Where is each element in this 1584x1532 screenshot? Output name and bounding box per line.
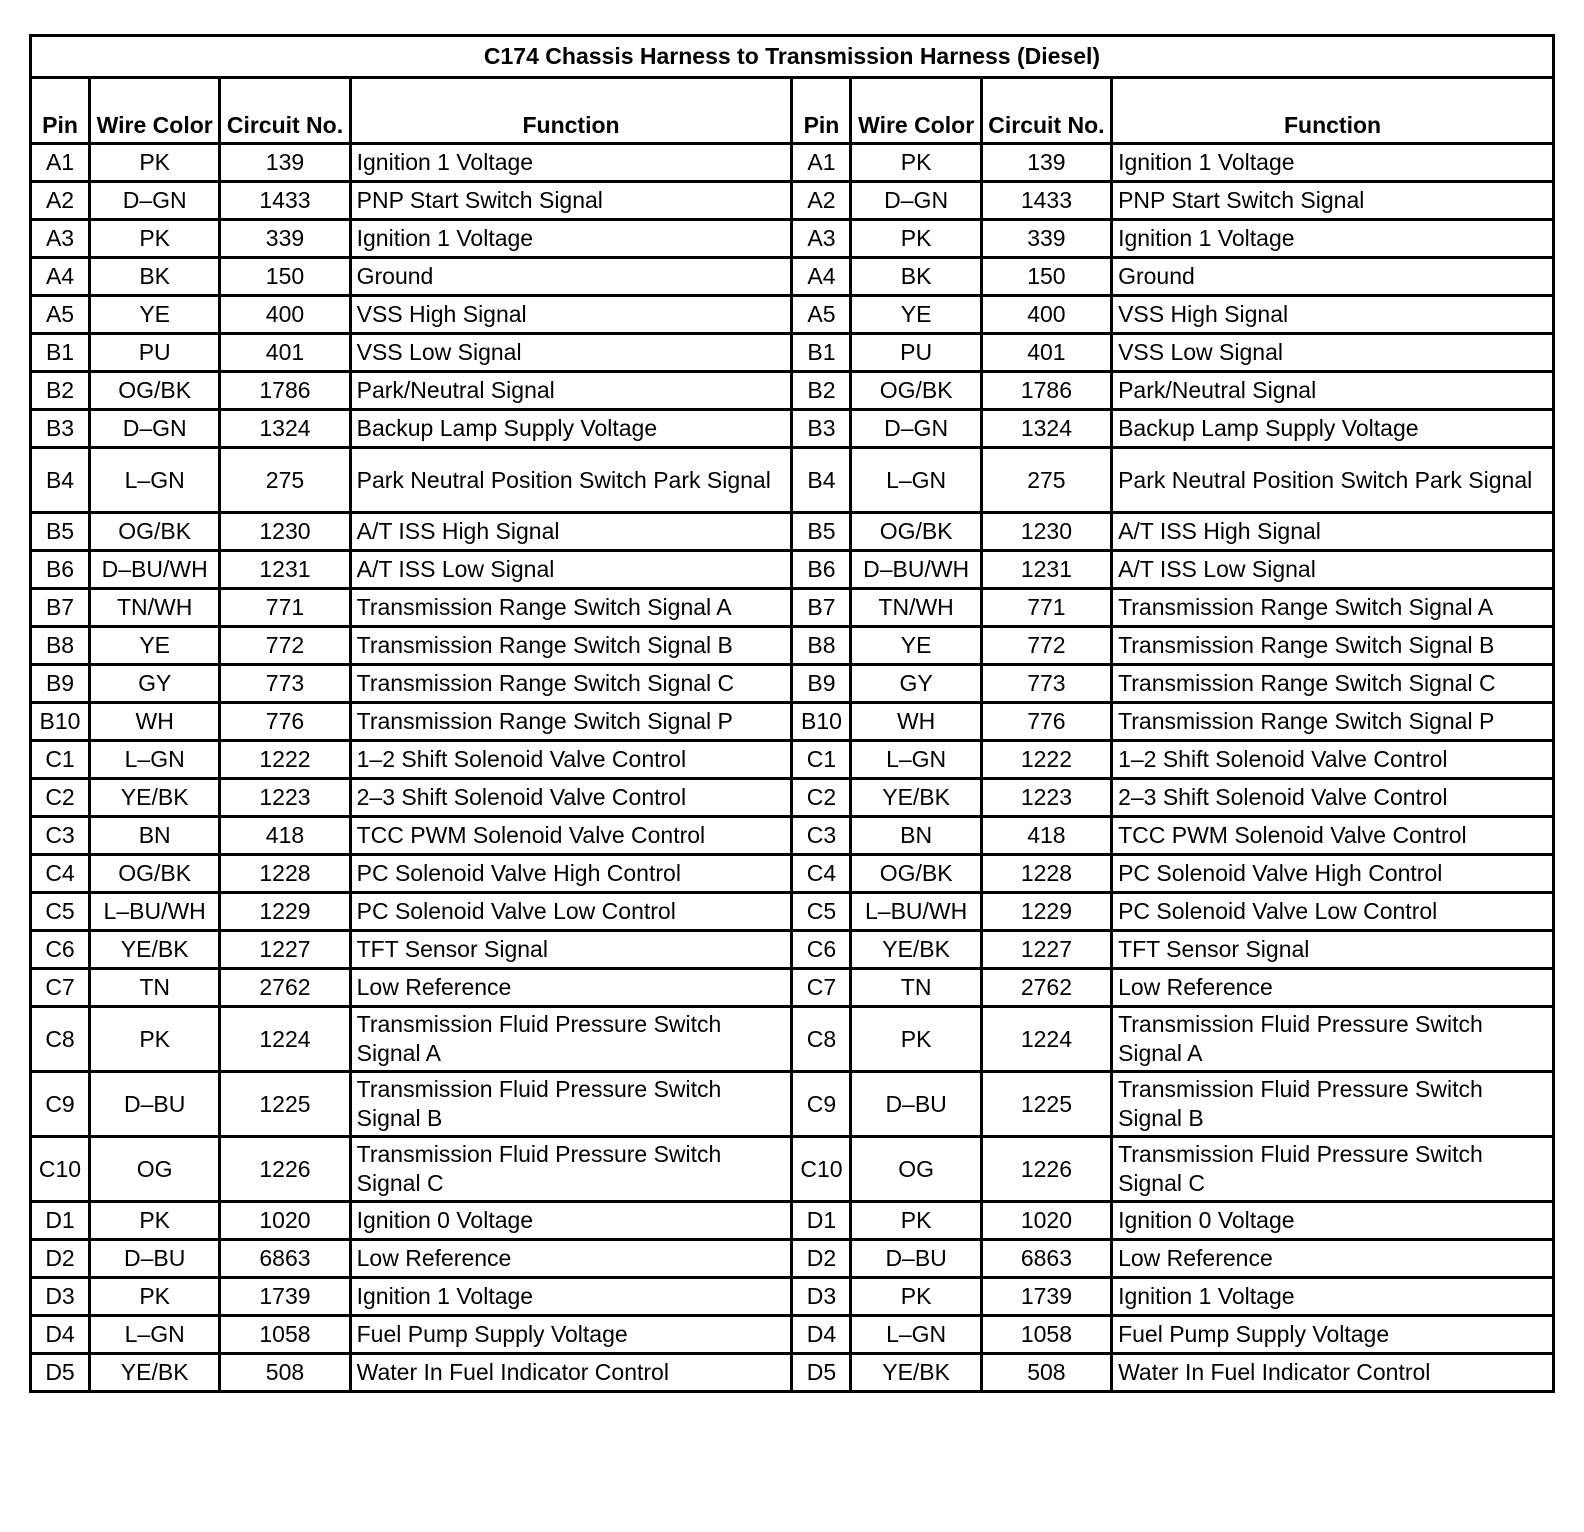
table-row (31, 703, 1554, 741)
wire-color-cell: YE (851, 627, 981, 665)
wire-color-cell: OG/BK (90, 513, 220, 551)
wire-color-cell: L–BU/WH (851, 893, 981, 931)
function-cell: 1–2 Shift Solenoid Valve Control (350, 741, 792, 779)
pin-cell: D3 (31, 1278, 90, 1316)
circuit-no-cell: 1228 (981, 855, 1111, 893)
wire-color-cell: PK (90, 1202, 220, 1240)
circuit-no-cell: 275 (220, 448, 350, 513)
function-cell: Park Neutral Position Switch Park Signal (1112, 448, 1554, 513)
function-cell: Ignition 0 Voltage (1112, 1202, 1554, 1240)
pin-cell: B1 (792, 334, 851, 372)
function-cell: Transmission Range Switch Signal P (1112, 703, 1554, 741)
pin-cell: C8 (31, 1007, 90, 1072)
circuit-no-cell: 1058 (981, 1316, 1111, 1354)
pin-cell: C1 (31, 741, 90, 779)
pin-cell: C6 (792, 931, 851, 969)
function-cell: Transmission Fluid Pressure Switch Signal C (1112, 1137, 1554, 1202)
table-row (31, 448, 1554, 513)
wire-color-cell: TN/WH (851, 589, 981, 627)
function-cell: PC Solenoid Valve Low Control (1112, 893, 1554, 931)
table-row (31, 817, 1554, 855)
wire-color-cell: PK (851, 1202, 981, 1240)
circuit-no-cell: 1231 (981, 551, 1111, 589)
function-cell: PNP Start Switch Signal (350, 182, 792, 220)
circuit-no-cell: 150 (981, 258, 1111, 296)
function-cell: Water In Fuel Indicator Control (1112, 1354, 1554, 1392)
circuit-no-cell: 1226 (981, 1137, 1111, 1202)
function-cell: Ignition 1 Voltage (1112, 220, 1554, 258)
wire-color-cell: D–GN (851, 410, 981, 448)
circuit-no-cell: 275 (981, 448, 1111, 513)
pin-cell: C3 (792, 817, 851, 855)
wire-color-cell: L–GN (90, 1316, 220, 1354)
circuit-no-cell: 1222 (981, 741, 1111, 779)
function-cell: TFT Sensor Signal (1112, 931, 1554, 969)
function-cell: Fuel Pump Supply Voltage (350, 1316, 792, 1354)
wire-color-cell: YE/BK (90, 779, 220, 817)
wire-color-cell: L–GN (851, 448, 981, 513)
circuit-no-cell: 1433 (220, 182, 350, 220)
wire-color-cell: GY (851, 665, 981, 703)
wire-color-cell: TN/WH (90, 589, 220, 627)
function-cell: Ignition 1 Voltage (350, 1278, 792, 1316)
pin-cell: B1 (31, 334, 90, 372)
circuit-no-cell: 1224 (981, 1007, 1111, 1072)
function-cell: Ignition 1 Voltage (1112, 144, 1554, 182)
table-row (31, 410, 1554, 448)
pin-cell: B5 (792, 513, 851, 551)
pin-cell: A4 (31, 258, 90, 296)
circuit-no-cell: 1230 (220, 513, 350, 551)
function-cell: TCC PWM Solenoid Valve Control (1112, 817, 1554, 855)
circuit-no-cell: 1739 (981, 1278, 1111, 1316)
function-cell: Ignition 1 Voltage (350, 144, 792, 182)
pin-cell: C3 (31, 817, 90, 855)
pin-cell: A1 (792, 144, 851, 182)
circuit-no-cell: 2762 (981, 969, 1111, 1007)
function-cell: Park/Neutral Signal (350, 372, 792, 410)
pin-cell: D1 (792, 1202, 851, 1240)
wire-color-cell: L–BU/WH (90, 893, 220, 931)
pin-cell: D3 (792, 1278, 851, 1316)
circuit-no-cell: 1231 (220, 551, 350, 589)
table-row (31, 1354, 1554, 1392)
wire-color-cell: L–GN (90, 741, 220, 779)
function-cell: Ground (350, 258, 792, 296)
circuit-no-cell: 773 (981, 665, 1111, 703)
function-cell: A/T ISS Low Signal (350, 551, 792, 589)
wire-color-cell: L–GN (851, 741, 981, 779)
pin-cell: B8 (31, 627, 90, 665)
function-cell: Ground (1112, 258, 1554, 296)
pin-cell: A5 (792, 296, 851, 334)
circuit-no-cell: 508 (981, 1354, 1111, 1392)
table-row (31, 296, 1554, 334)
function-cell: Transmission Fluid Pressure Switch Signal B (1112, 1072, 1554, 1137)
table-row (31, 1137, 1554, 1202)
col-header-circuit-no: Circuit No. (981, 78, 1111, 144)
pin-cell: B3 (792, 410, 851, 448)
table-row (31, 372, 1554, 410)
circuit-no-cell: 776 (981, 703, 1111, 741)
pin-cell: B3 (31, 410, 90, 448)
wire-color-cell: D–GN (90, 410, 220, 448)
pin-cell: A2 (792, 182, 851, 220)
wire-color-cell: OG/BK (851, 372, 981, 410)
table-row (31, 1240, 1554, 1278)
wire-color-cell: L–GN (851, 1316, 981, 1354)
col-header-function: Function (350, 78, 792, 144)
wire-color-cell: BN (851, 817, 981, 855)
function-cell: Low Reference (1112, 969, 1554, 1007)
circuit-no-cell: 1224 (220, 1007, 350, 1072)
table-row (31, 1202, 1554, 1240)
pin-cell: B4 (31, 448, 90, 513)
circuit-no-cell: 1324 (981, 410, 1111, 448)
table-row (31, 1316, 1554, 1354)
function-cell: Ignition 1 Voltage (350, 220, 792, 258)
pin-cell: D2 (792, 1240, 851, 1278)
circuit-no-cell: 1229 (220, 893, 350, 931)
function-cell: Low Reference (1112, 1240, 1554, 1278)
function-cell: Transmission Range Switch Signal P (350, 703, 792, 741)
pin-cell: C4 (31, 855, 90, 893)
pin-cell: D5 (792, 1354, 851, 1392)
circuit-no-cell: 1227 (220, 931, 350, 969)
table-row (31, 551, 1554, 589)
table-row (31, 969, 1554, 1007)
table-row (31, 855, 1554, 893)
table-row (31, 627, 1554, 665)
wire-color-cell: D–BU/WH (90, 551, 220, 589)
pin-cell: A3 (31, 220, 90, 258)
wire-color-cell: BN (90, 817, 220, 855)
wire-color-cell: OG/BK (90, 372, 220, 410)
circuit-no-cell: 139 (220, 144, 350, 182)
function-cell: A/T ISS High Signal (1112, 513, 1554, 551)
wire-color-cell: PK (90, 1007, 220, 1072)
wire-color-cell: PU (851, 334, 981, 372)
pin-cell: A3 (792, 220, 851, 258)
circuit-no-cell: 1020 (220, 1202, 350, 1240)
pin-cell: B10 (31, 703, 90, 741)
function-cell: 2–3 Shift Solenoid Valve Control (1112, 779, 1554, 817)
wire-color-cell: YE/BK (851, 779, 981, 817)
pin-cell: A2 (31, 182, 90, 220)
pin-cell: C9 (792, 1072, 851, 1137)
circuit-no-cell: 339 (981, 220, 1111, 258)
function-cell: A/T ISS High Signal (350, 513, 792, 551)
circuit-no-cell: 1228 (220, 855, 350, 893)
function-cell: Transmission Fluid Pressure Switch Signal C (350, 1137, 792, 1202)
function-cell: Transmission Fluid Pressure Switch Signal A (1112, 1007, 1554, 1072)
function-cell: VSS Low Signal (1112, 334, 1554, 372)
function-cell: VSS High Signal (1112, 296, 1554, 334)
function-cell: Backup Lamp Supply Voltage (1112, 410, 1554, 448)
table-title: C174 Chassis Harness to Transmission Harness (Diesel) (31, 36, 1554, 78)
function-cell: Ignition 0 Voltage (350, 1202, 792, 1240)
circuit-no-cell: 1222 (220, 741, 350, 779)
wire-color-cell: OG/BK (851, 513, 981, 551)
function-cell: VSS High Signal (350, 296, 792, 334)
pin-cell: D1 (31, 1202, 90, 1240)
function-cell: Park/Neutral Signal (1112, 372, 1554, 410)
function-cell: Backup Lamp Supply Voltage (350, 410, 792, 448)
title-row (31, 36, 1554, 78)
function-cell: PNP Start Switch Signal (1112, 182, 1554, 220)
pin-cell: B7 (792, 589, 851, 627)
circuit-no-cell: 150 (220, 258, 350, 296)
table-row (31, 182, 1554, 220)
circuit-no-cell: 2762 (220, 969, 350, 1007)
circuit-no-cell: 1739 (220, 1278, 350, 1316)
table-row (31, 665, 1554, 703)
pin-cell: A4 (792, 258, 851, 296)
circuit-no-cell: 1230 (981, 513, 1111, 551)
pin-cell: D2 (31, 1240, 90, 1278)
circuit-no-cell: 771 (220, 589, 350, 627)
pin-cell: C1 (792, 741, 851, 779)
function-cell: Transmission Range Switch Signal C (350, 665, 792, 703)
wire-color-cell: L–GN (90, 448, 220, 513)
function-cell: 2–3 Shift Solenoid Valve Control (350, 779, 792, 817)
circuit-no-cell: 1786 (220, 372, 350, 410)
circuit-no-cell: 139 (981, 144, 1111, 182)
table-row (31, 1278, 1554, 1316)
wire-color-cell: WH (851, 703, 981, 741)
pin-cell: C9 (31, 1072, 90, 1137)
pin-cell: A5 (31, 296, 90, 334)
function-cell: Ignition 1 Voltage (1112, 1278, 1554, 1316)
table-row (31, 589, 1554, 627)
circuit-no-cell: 771 (981, 589, 1111, 627)
table-row (31, 1007, 1554, 1072)
wire-color-cell: OG/BK (851, 855, 981, 893)
pin-cell: B9 (792, 665, 851, 703)
wire-color-cell: PK (851, 144, 981, 182)
wire-color-cell: PK (851, 1278, 981, 1316)
circuit-no-cell: 1223 (220, 779, 350, 817)
circuit-no-cell: 400 (981, 296, 1111, 334)
wire-color-cell: YE (851, 296, 981, 334)
function-cell: Water In Fuel Indicator Control (350, 1354, 792, 1392)
wire-color-cell: PK (90, 1278, 220, 1316)
wire-color-cell: D–BU (851, 1072, 981, 1137)
pin-cell: C10 (792, 1137, 851, 1202)
pin-cell: B2 (792, 372, 851, 410)
function-cell: Transmission Range Switch Signal A (350, 589, 792, 627)
wire-color-cell: YE/BK (90, 1354, 220, 1392)
wire-color-cell: PK (90, 144, 220, 182)
wire-color-cell: PK (90, 220, 220, 258)
wire-color-cell: TN (90, 969, 220, 1007)
function-cell: TFT Sensor Signal (350, 931, 792, 969)
wire-color-cell: YE/BK (90, 931, 220, 969)
circuit-no-cell: 1227 (981, 931, 1111, 969)
function-cell: A/T ISS Low Signal (1112, 551, 1554, 589)
function-cell: PC Solenoid Valve High Control (1112, 855, 1554, 893)
connector-pinout-table (29, 34, 1555, 1393)
circuit-no-cell: 401 (981, 334, 1111, 372)
pin-cell: C6 (31, 931, 90, 969)
function-cell: Low Reference (350, 969, 792, 1007)
pin-cell: B6 (31, 551, 90, 589)
wire-color-cell: BK (851, 258, 981, 296)
function-cell: Park Neutral Position Switch Park Signal (350, 448, 792, 513)
table-row (31, 513, 1554, 551)
col-header-function: Function (1112, 78, 1554, 144)
function-cell: Low Reference (350, 1240, 792, 1278)
wire-color-cell: YE (90, 296, 220, 334)
function-cell: Transmission Range Switch Signal A (1112, 589, 1554, 627)
pin-cell: A1 (31, 144, 90, 182)
table-row (31, 258, 1554, 296)
function-cell: TCC PWM Solenoid Valve Control (350, 817, 792, 855)
wire-color-cell: D–BU (90, 1240, 220, 1278)
header-row (31, 78, 1554, 144)
wire-color-cell: D–GN (851, 182, 981, 220)
circuit-no-cell: 1020 (981, 1202, 1111, 1240)
function-cell: Transmission Fluid Pressure Switch Signal A (350, 1007, 792, 1072)
pin-cell: C2 (792, 779, 851, 817)
pin-cell: B6 (792, 551, 851, 589)
circuit-no-cell: 6863 (220, 1240, 350, 1278)
circuit-no-cell: 1223 (981, 779, 1111, 817)
wire-color-cell: YE/BK (851, 1354, 981, 1392)
circuit-no-cell: 400 (220, 296, 350, 334)
circuit-no-cell: 418 (981, 817, 1111, 855)
wire-color-cell: GY (90, 665, 220, 703)
pin-cell: C8 (792, 1007, 851, 1072)
pin-cell: B9 (31, 665, 90, 703)
col-header-circuit-no: Circuit No. (220, 78, 350, 144)
wire-color-cell: YE/BK (851, 931, 981, 969)
pin-cell: C2 (31, 779, 90, 817)
wire-color-cell: YE (90, 627, 220, 665)
wire-color-cell: D–BU/WH (851, 551, 981, 589)
function-cell: Transmission Range Switch Signal C (1112, 665, 1554, 703)
pin-cell: C5 (31, 893, 90, 931)
circuit-no-cell: 6863 (981, 1240, 1111, 1278)
circuit-no-cell: 418 (220, 817, 350, 855)
pin-cell: B2 (31, 372, 90, 410)
col-header-pin: Pin (792, 78, 851, 144)
table-row (31, 334, 1554, 372)
table-row (31, 220, 1554, 258)
function-cell: Transmission Range Switch Signal B (1112, 627, 1554, 665)
circuit-no-cell: 1229 (981, 893, 1111, 931)
pin-cell: B10 (792, 703, 851, 741)
function-cell: 1–2 Shift Solenoid Valve Control (1112, 741, 1554, 779)
wire-color-cell: PK (851, 220, 981, 258)
function-cell: Transmission Fluid Pressure Switch Signal B (350, 1072, 792, 1137)
pin-cell: B8 (792, 627, 851, 665)
circuit-no-cell: 772 (981, 627, 1111, 665)
wire-color-cell: WH (90, 703, 220, 741)
wire-color-cell: OG (90, 1137, 220, 1202)
pin-cell: C7 (792, 969, 851, 1007)
circuit-no-cell: 401 (220, 334, 350, 372)
table-row (31, 1072, 1554, 1137)
circuit-no-cell: 1225 (981, 1072, 1111, 1137)
circuit-no-cell: 1786 (981, 372, 1111, 410)
wire-color-cell: BK (90, 258, 220, 296)
pin-cell: D5 (31, 1354, 90, 1392)
wire-color-cell: D–GN (90, 182, 220, 220)
col-header-pin: Pin (31, 78, 90, 144)
col-header-wire-color: Wire Color (851, 78, 981, 144)
table-row (31, 893, 1554, 931)
circuit-no-cell: 1324 (220, 410, 350, 448)
pin-cell: B5 (31, 513, 90, 551)
table-body (31, 144, 1554, 1392)
circuit-no-cell: 773 (220, 665, 350, 703)
circuit-no-cell: 776 (220, 703, 350, 741)
circuit-no-cell: 1226 (220, 1137, 350, 1202)
pin-cell: C7 (31, 969, 90, 1007)
function-cell: PC Solenoid Valve High Control (350, 855, 792, 893)
pin-cell: D4 (31, 1316, 90, 1354)
pin-cell: C10 (31, 1137, 90, 1202)
pin-cell: D4 (792, 1316, 851, 1354)
table-row (31, 931, 1554, 969)
pin-cell: C5 (792, 893, 851, 931)
circuit-no-cell: 1433 (981, 182, 1111, 220)
wire-color-cell: PU (90, 334, 220, 372)
function-cell: Transmission Range Switch Signal B (350, 627, 792, 665)
circuit-no-cell: 1225 (220, 1072, 350, 1137)
table-row (31, 741, 1554, 779)
pin-cell: B4 (792, 448, 851, 513)
wire-color-cell: OG/BK (90, 855, 220, 893)
circuit-no-cell: 339 (220, 220, 350, 258)
circuit-no-cell: 772 (220, 627, 350, 665)
pin-cell: B7 (31, 589, 90, 627)
pin-cell: C4 (792, 855, 851, 893)
wire-color-cell: D–BU (851, 1240, 981, 1278)
wire-color-cell: OG (851, 1137, 981, 1202)
col-header-wire-color: Wire Color (90, 78, 220, 144)
function-cell: Fuel Pump Supply Voltage (1112, 1316, 1554, 1354)
table-row (31, 779, 1554, 817)
wire-color-cell: D–BU (90, 1072, 220, 1137)
wire-color-cell: TN (851, 969, 981, 1007)
circuit-no-cell: 1058 (220, 1316, 350, 1354)
function-cell: PC Solenoid Valve Low Control (350, 893, 792, 931)
table-row (31, 144, 1554, 182)
wire-color-cell: PK (851, 1007, 981, 1072)
circuit-no-cell: 508 (220, 1354, 350, 1392)
function-cell: VSS Low Signal (350, 334, 792, 372)
